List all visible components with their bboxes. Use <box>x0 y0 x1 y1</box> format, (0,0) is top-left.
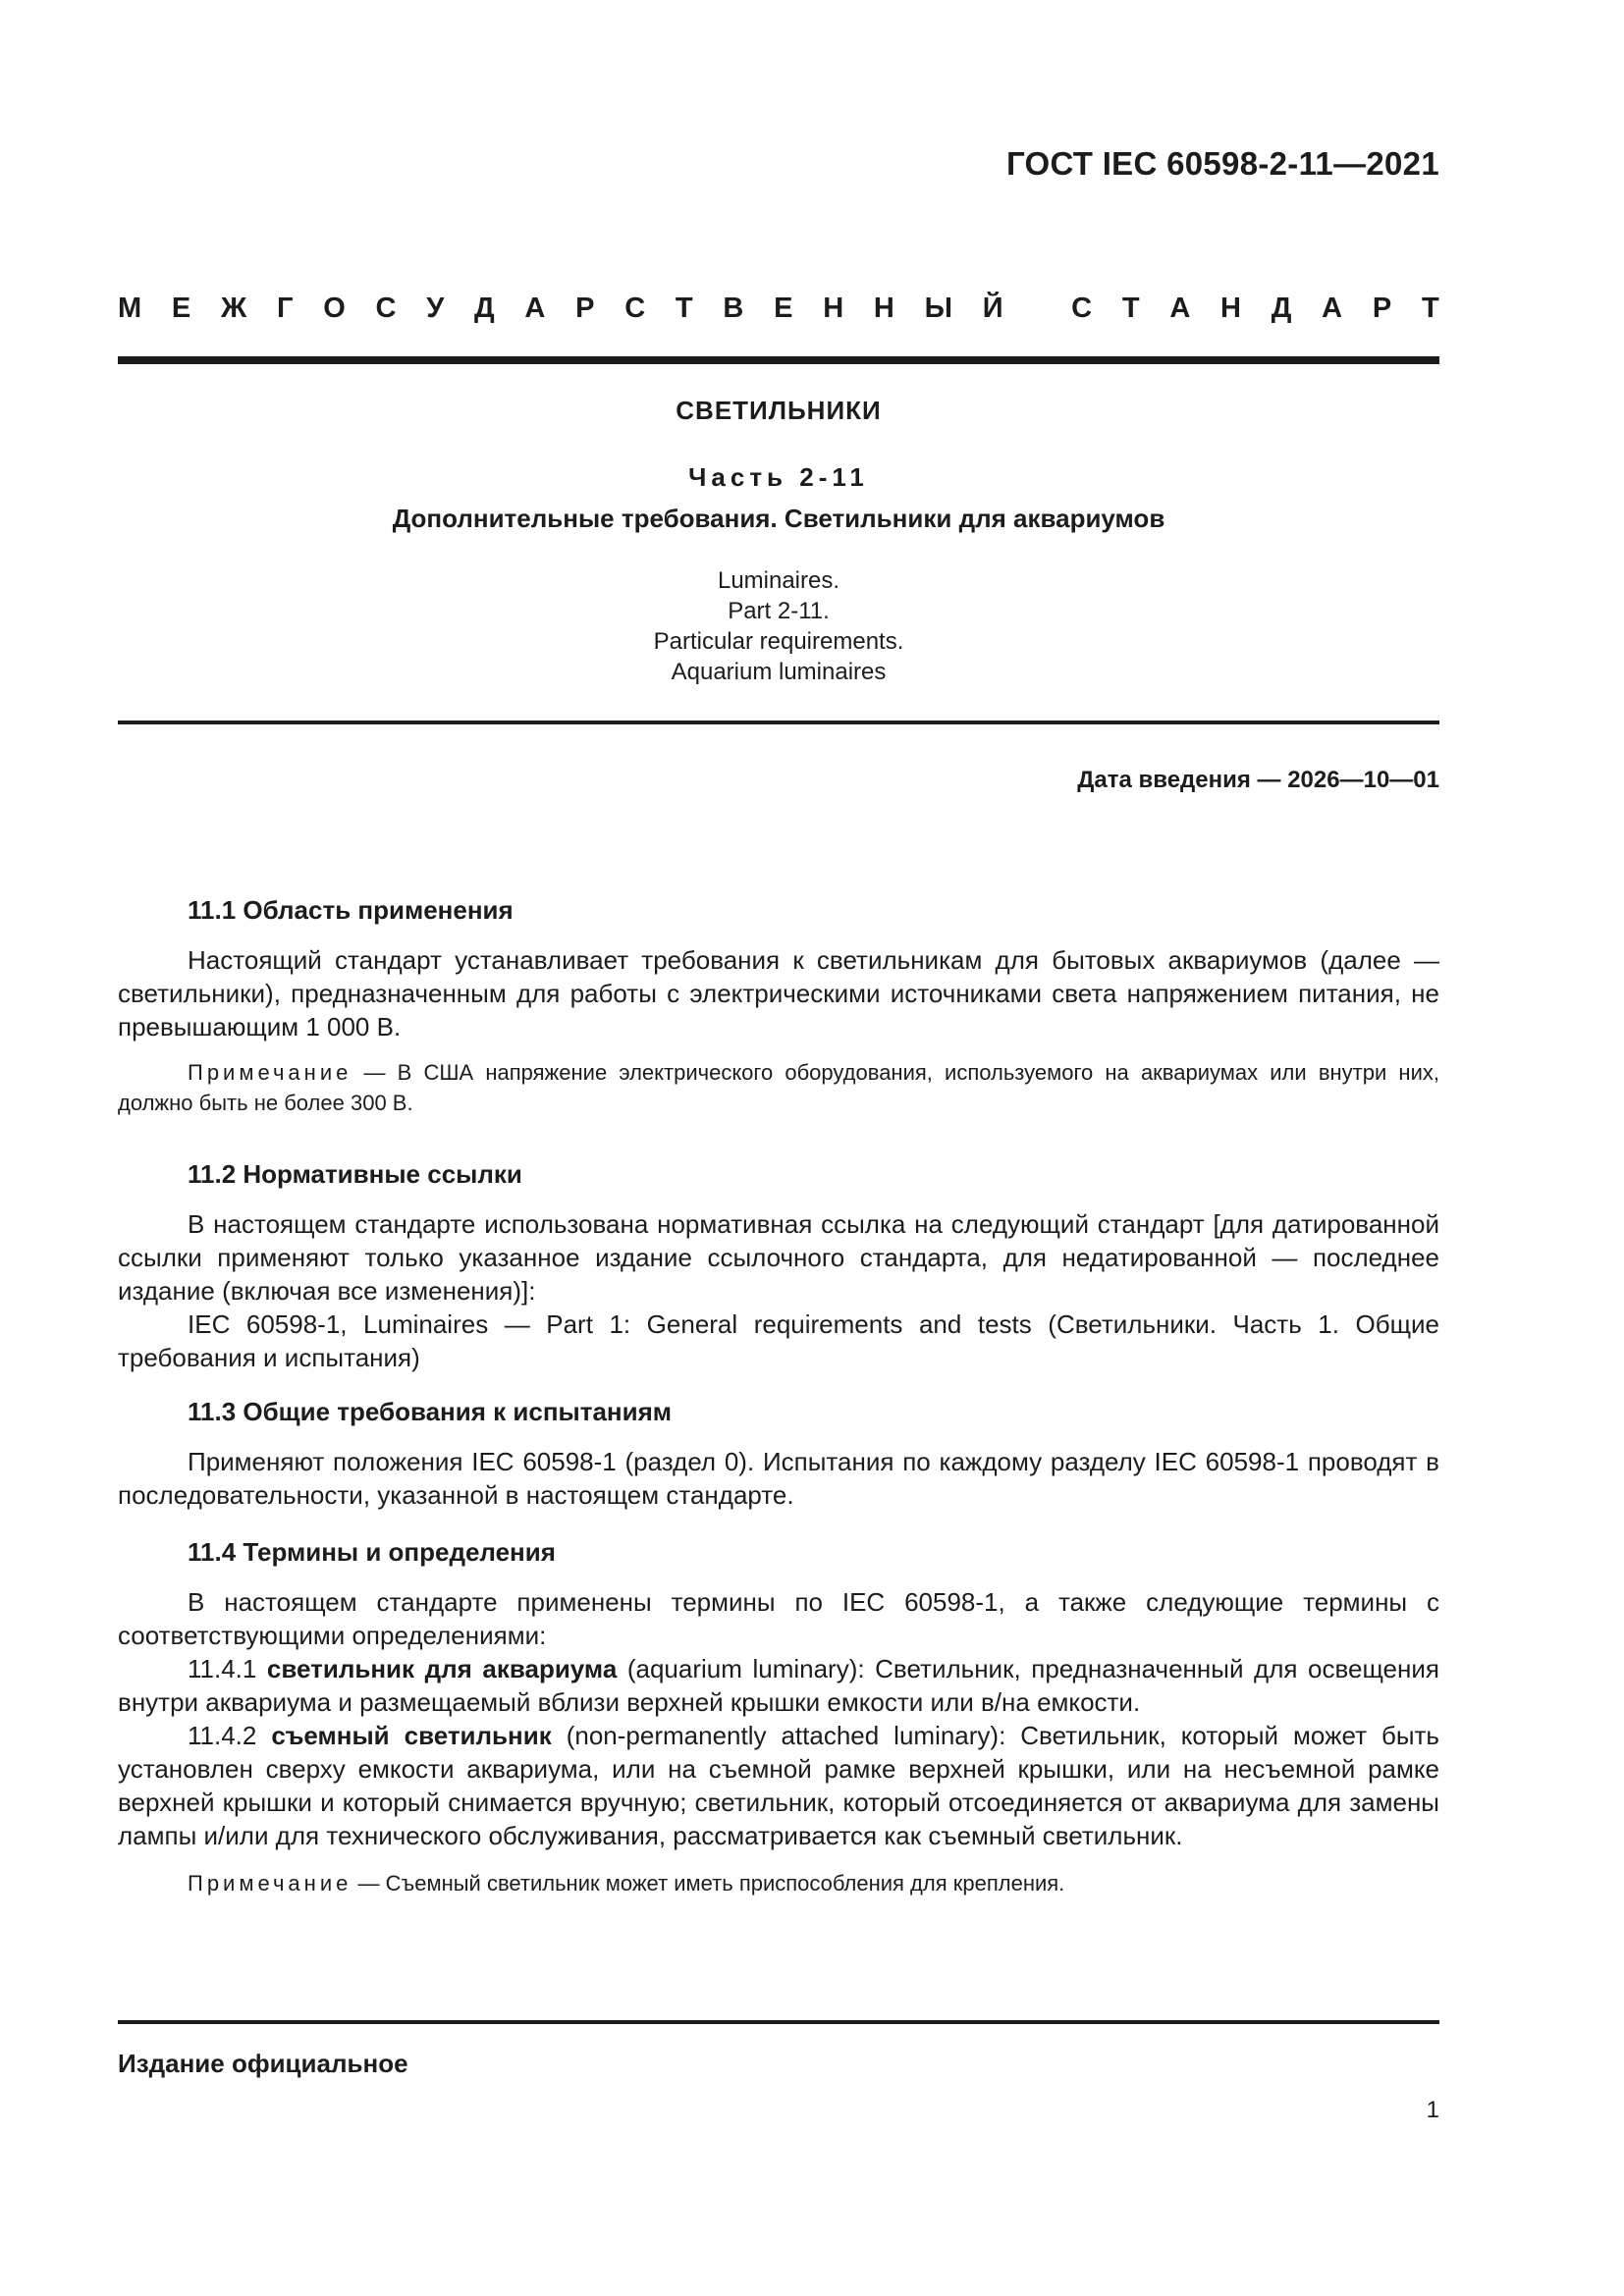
banner-letter: А <box>524 293 546 324</box>
effective-date: Дата введения — 2026—10—01 <box>1077 767 1439 793</box>
banner-letter: Ы <box>924 293 952 324</box>
standard-banner <box>118 293 1439 325</box>
standard-id: ГОСТ IEC 60598-2-11—2021 <box>1005 145 1439 182</box>
banner-letter: С <box>1071 293 1093 324</box>
banner-letter: Н <box>873 293 894 324</box>
footer-rule <box>118 2020 1439 2024</box>
banner-letter: Е <box>774 293 793 324</box>
section-normative-refs <box>118 1159 1439 1374</box>
banner-letter: Т <box>1121 293 1140 324</box>
banner-letter: В <box>723 293 744 324</box>
page-number: 1 <box>1426 2097 1439 2123</box>
banner-letter: А <box>1169 293 1191 324</box>
banner-letter: Н <box>823 293 844 324</box>
section-heading: 11.3 Общие требования к испытаниям <box>188 1397 673 1426</box>
paragraph: В настоящем стандарте использована нормативная ссылка на следующий стандарт [для датированной ссылки применяют только указанное издание ссылочного стандарта, для недатированной — последнее издание (включая все изменения)]: <box>118 1209 1439 1306</box>
paragraph: Применяют положения IEC 60598-1 (раздел 0). Испытания по каждому разделу IEC 60598-1 проводят в последовательности, указанной в настоящем стандарте. <box>118 1447 1439 1510</box>
banner-letter: Р <box>575 293 595 324</box>
term-name: светильник для аквариума <box>266 1654 618 1683</box>
banner-letter: Т <box>1421 293 1439 324</box>
banner-letter: Т <box>675 293 693 324</box>
document-title: СВЕТИЛЬНИКИ <box>676 396 882 425</box>
document-subtitle: Дополнительные требования. Светильники для аквариумов <box>392 504 1165 533</box>
term-text: (aquarium luminary): Светильник, предназначенный для освещения внутри аквариума и размещаемый вблизи верхней крышки емкости или в/на емкости. <box>118 1654 1439 1717</box>
banner-letter: Д <box>474 293 495 324</box>
note-text: — В США напряжение электрического оборудования, используемого на аквариумах или внутри них, должно быть не более 300 В. <box>118 1060 1439 1115</box>
banner-letter: С <box>375 293 397 324</box>
term-definition <box>118 1719 1439 1852</box>
english-title-line: Luminaires. <box>717 567 840 594</box>
banner-letter: О <box>323 293 346 324</box>
term-number: 11.4.1 <box>188 1654 257 1683</box>
title-rule <box>118 721 1439 724</box>
banner-letter: Г <box>276 293 294 324</box>
part-number: Часть 2-11 <box>688 462 869 492</box>
term-definition <box>118 1652 1439 1719</box>
banner-letter: У <box>426 293 445 324</box>
official-edition-label: Издание официальное <box>118 2049 408 2078</box>
paragraph: В настоящем стандарте применены термины по IEC 60598-1, а также следующие термины с соответствующими определениями: <box>118 1587 1439 1650</box>
banner-letter: Д <box>1271 293 1292 324</box>
term-number: 11.4.2 <box>188 1721 257 1750</box>
thick-rule <box>118 356 1439 364</box>
note <box>118 1057 1439 1118</box>
banner-letter: М <box>118 293 142 324</box>
banner-letter: Ж <box>221 293 247 324</box>
banner-letter: С <box>624 293 646 324</box>
note-label: Примечание <box>188 1871 352 1896</box>
section-general-test-reqs <box>118 1397 1439 1512</box>
note-text: — Съемный светильник может иметь приспособления для крепления. <box>357 1871 1065 1896</box>
note-label: Примечание <box>188 1060 352 1085</box>
english-title-line: Particular requirements. <box>653 628 904 655</box>
banner-letter: А <box>1322 293 1343 324</box>
section-heading: 11.4 Термины и определения <box>188 1537 556 1567</box>
banner-letter: Н <box>1220 293 1241 324</box>
banner-letter: Е <box>171 293 191 324</box>
english-title-line: Aquarium luminaires <box>671 659 887 685</box>
banner-letter: Й <box>982 293 1003 324</box>
term-text: (non-permanently attached luminary): Светильник, который может быть установлен сверху емкости аквариума, или на съемной рамке верхней крышки, или на несъемной рамке верхней крышки и который снимается вручную; светильник, который отсоединяется от аквариума для замены лампы и/или для технического обслуживания, рассматривается как съемный светильник. <box>118 1721 1439 1850</box>
term-name: съемный светильник <box>271 1721 552 1750</box>
note <box>118 1868 1439 1898</box>
banner-letter: Р <box>1372 293 1392 324</box>
english-title <box>118 565 1439 687</box>
paragraph: Настоящий стандарт устанавливает требования к светильникам для бытовых аквариумов (далее — светильники), предназначенным для работы с электрическими источниками света напряжением питания, не превышающим 1 000 В. <box>118 945 1439 1041</box>
section-scope <box>118 895 1439 1118</box>
banner-letter <box>1033 293 1041 325</box>
reference-entry: IEC 60598-1, Luminaires — Part 1: General requirements and tests (Светильники. Часть 1. Общие требования и испытания) <box>118 1309 1439 1372</box>
section-heading: 11.2 Нормативные ссылки <box>188 1159 522 1189</box>
english-title-line: Part 2-11. <box>728 598 830 624</box>
section-heading: 11.1 Область применения <box>188 895 514 925</box>
section-terms <box>118 1537 1439 1898</box>
